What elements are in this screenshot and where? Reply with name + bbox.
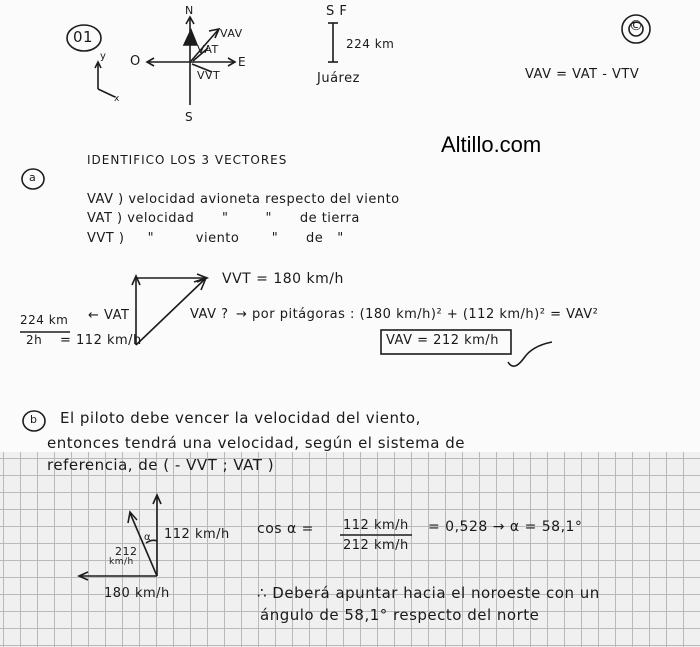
compass-west: O [130,54,141,69]
vav-vector-head [184,30,197,45]
compass-south: S [185,110,194,124]
cos-lhs: cos α = [257,521,314,537]
compass-vat-label: VAT [197,43,219,56]
angle-alpha: α [144,532,152,543]
city-bottom: Juárez [317,71,360,86]
part-a-heading: IDENTIFICO LOS 3 VECTORES [87,153,288,167]
part-a-label: a [29,171,37,184]
cos-denominator: 212 km/h [343,538,409,553]
pitagoras-equation: → por pitágoras : (180 km/h)² + (112 km/h)² = VAV² [236,307,599,322]
axis-x-line [98,89,115,97]
checkmark [508,342,552,366]
vvt-equation: VVT = 180 km/h [222,271,344,287]
cos-result: = 0,528 → α = 58,1° [428,519,583,535]
fraction-numerator: 224 km [20,313,69,327]
conclusion-line-1: ∴ Deberá apuntar hacia el noroeste con un [257,584,600,602]
triangle-b-bottom-label: 180 km/h [104,586,170,601]
fraction-result: = 112 km/h [60,333,142,348]
vat-label: ← VAT [88,308,130,323]
compass-vvt-label: VVT [197,69,221,82]
cos-numerator: 112 km/h [343,518,409,533]
distance-value: 224 km [346,37,395,51]
fraction-denominator: 2h [26,333,43,347]
problem-number: 01 [73,28,94,46]
part-a-line-1: VAV ) velocidad avioneta respecto del viento [87,192,400,207]
triangle-b-hyp-unit: km/h [109,557,134,567]
compass-north: N [185,4,194,17]
copyright-symbol: © [629,18,644,34]
part-b-line-1: El piloto debe vencer la velocidad del viento, [60,409,421,427]
part-b-label: b [30,413,38,426]
part-b-line-3: referencia, de ( - VVT ; VAT ) [47,456,275,474]
vav-question: VAV ? [190,307,229,322]
compass-east: E [238,55,247,69]
result-value: VAV = 212 km/h [386,333,499,348]
compass-vav-label: VAV [220,27,243,40]
axis-x-label: x [114,94,120,104]
city-top: S F [326,4,348,19]
part-a-line-2: VAT ) velocidad " " de tierra [87,211,360,226]
watermark: Altillo.com [441,132,542,157]
conclusion-line-2: ángulo de 58,1° respecto del norte [260,606,540,624]
axis-y-label: y [100,51,107,62]
part-a-line-3: VVT ) " viento " de " [87,231,344,246]
equation-top: VAV = VAT - VTV [525,67,640,82]
triangle-b-side-label: 112 km/h [164,527,230,542]
part-b-line-2: entonces tendrá una velocidad, según el sistema de [47,434,465,452]
triangle-b-hyp-label: 212 [115,545,138,558]
